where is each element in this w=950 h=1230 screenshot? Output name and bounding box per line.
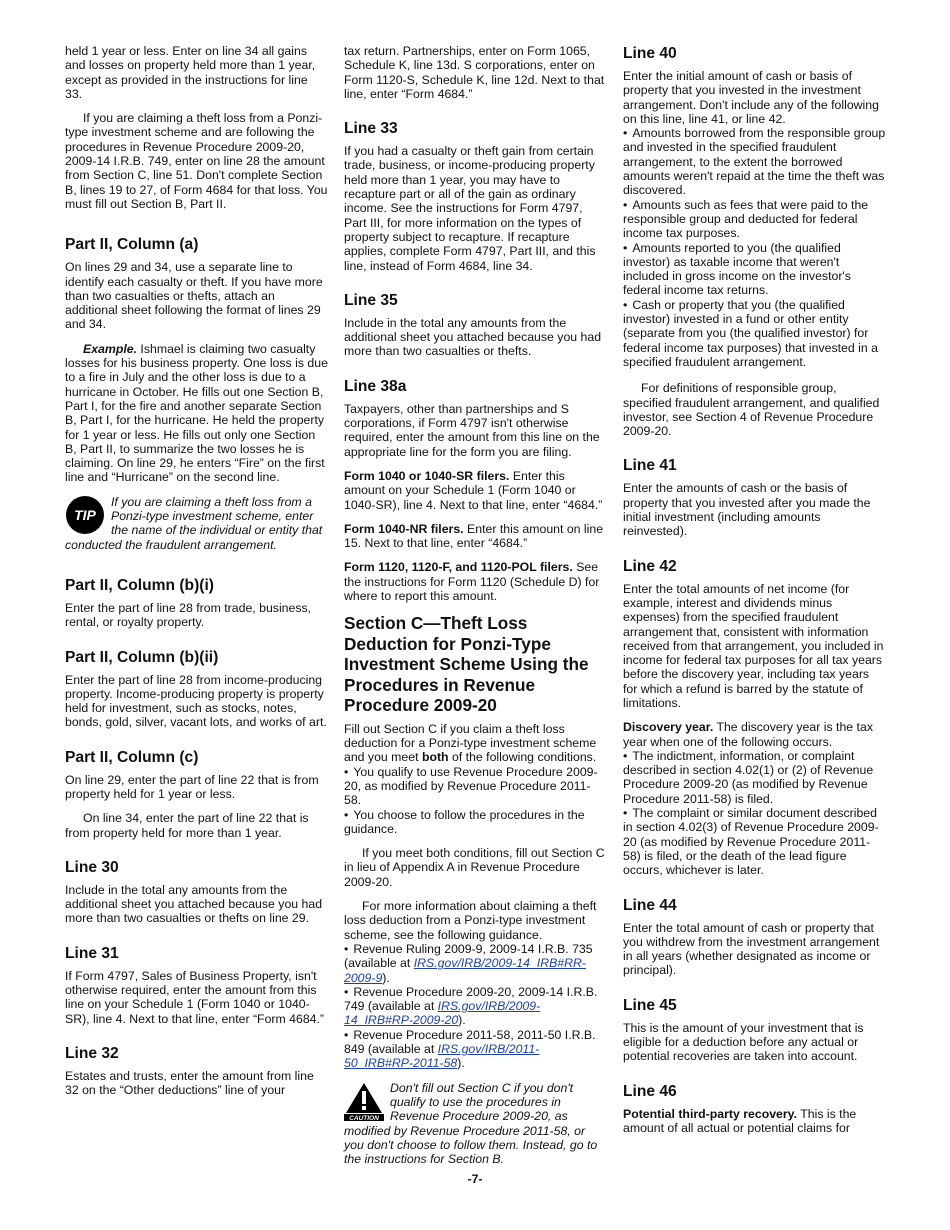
paragraph-intro: held 1 year or less. Enter on line 34 all gains and losses on property held more than 1 year, except as provided in the instructions for line 33. [65,44,316,101]
label-1120: Form 1120, 1120-F, and 1120-POL filers. [344,560,573,575]
column-right [623,44,886,1145]
paragraph-line-38a: Taxpayers, other than partnerships and S corporations, if Form 4797 isn't otherwise required, enter the amount from this line on the appropriate line for the form you are filing. [344,401,600,459]
paragraph-line-33: If you had a casualty or theft gain from certain trade, business, or income-producing property held more than 1 year, you may have to recapture part or all of the gain as ordinary income. See the instructions for Form 4797, Part III, for more information on the types of property subject to recapture. If recapture applies, complete Form 4797, Part III, and this line, instead of Form 4684, line 34. [344,144,596,273]
paragraph-column-a: On lines 29 and 34, use a separate line to identify each casualty or theft. If you have more than two casualties or thefts, attach an additional sheet following the format of lines 29 and 34. [65,260,323,332]
label-1040: Form 1040 or 1040-SR filers. [344,468,510,483]
paragraph-line-35: Include in the total any amounts from the additional sheet you attached because you had more than two casualties or thefts. [344,315,602,359]
bullet-indictment: • The indictment, information, or complaint described in section 4.02(1) or (2) of Revenue Procedure 2009-20 (as modified by Revenue Procedure 2011-58) is filed. [623,749,886,806]
heading-line-35: Line 35 [344,291,398,309]
paragraph-column-b-ii: Enter the part of line 28 from income-producing property. Income-producing property is property held for investment, such as stocks, notes, bonds, gold, silver, vacant lots, and works of art. [65,672,327,730]
paragraph-theft: If you are claiming a theft loss from a Ponzi-type investment scheme and are following the procedures in Revenue Procedure 2009-20, 2009-14 I.R.B. 749, enter on line 28 the amount from Section C, line 51. Don't complete Section B, lines 19 to 27, of Form 4684 for that loss. You must fill out Section B, Part II. [65,111,328,211]
paragraph-1040nr: Form 1040-NR filers. Enter this amount on line 15. Next to that line, enter “4684.” [344,521,604,551]
bullet-borrowed: • Amounts borrowed from the responsible group and invested in the specified fraudulent arrangement, to the extent the borrowed amounts weren't repaid at the time the theft was discovered. [623,126,886,197]
example-label: Example. [83,341,137,356]
heading-line-33: Line 33 [344,120,398,138]
paragraph-line-32: Estates and trusts, enter the amount from line 32 on the “Other deductions” line of your [65,1068,314,1098]
paragraph-line-44: Enter the total amount of cash or property that you withdrew from the investment arrangement in all years (whether designated as income or principal). [623,920,880,978]
heading-column-b-i: Part II, Column (b)(i) [65,576,214,594]
paragraph-line-42: Enter the total amounts of net income (for example, interest and dividends minus expenses) from the specified fraudulent arrangement that, consistent with information received from that arrangement, you included in income for federal tax purposes for all tax years before the discovery year, including tax years for which a refund is barred by the statute of limitations. [623,581,884,710]
link-rp-2011-58[interactable]: IRS.gov/IRB/2011-50_IRB#RP-2011-58 [344,1042,540,1071]
column-left [65,44,328,1108]
tip-text: If you are claiming a theft loss from a Ponzi-type investment scheme, enter the name of the individual or entity that conducted the fraudulent arrangement. [65,494,323,552]
reference-rev-proc-2011-58: • Revenue Procedure 2011-58, 2011-50 I.R.B. 849 (available at IRS.gov/IRB/2011-50_IRB#RP-2011-58). [344,1028,607,1071]
label-discovery-year: Discovery year. [623,720,714,735]
paragraph-column-c-1: On line 29, enter the part of line 22 that is from property held for 1 year or less. [65,772,319,801]
caution-icon-label: CAUTION [349,1114,379,1121]
bullet-qualify: • You qualify to use Revenue Procedure 2009-20, as modified by Revenue Procedure 2011-58. [344,765,607,808]
column-middle [344,44,607,1176]
bullet-fees: • Amounts such as fees that were paid to the responsible group and deducted for federal income tax purposes. [623,198,886,241]
paragraph-section-c-intro: Fill out Section C if you claim a theft loss deduction for a Ponzi-type investment scheme and you meet both of the following conditions. [344,721,597,765]
heading-column-c: Part II, Column (c) [65,748,199,766]
paragraph-line-46: Potential third-party recovery. This is the amount of all actual or potential claims for [623,1106,857,1135]
caution-note [344,1081,607,1167]
heading-line-42: Line 42 [623,557,677,575]
paragraph-line-30: Include in the total any amounts from the additional sheet you attached because you had more than two casualties or thefts on line 29. [65,882,323,926]
bullet-choose: • You choose to follow the procedures in the guidance. [344,808,607,837]
caution-icon [344,1081,384,1121]
heading-line-30: Line 30 [65,858,119,876]
paragraph-line-45: This is the amount of your investment that is eligible for a deduction before any actual or potential recoveries are taken into account. [623,1020,864,1064]
heading-line-41: Line 41 [623,457,677,475]
link-rr-2009-9[interactable]: IRS.gov/IRB/2009-14_IRB#RR-2009-9 [344,956,586,985]
bullet-fund: • Cash or property that you (the qualified investor) invested in a fund or other entity (separate from you (the qualified investor) for federal income tax purposes) that invested in a specified fraudulent arrangement. [623,298,886,369]
heading-section-c: Section C—Theft Loss Deduction for Ponzi-Type Investment Scheme Using the Procedures in Revenue Procedure 2009-20 [344,613,589,716]
heading-column-b-ii: Part II, Column (b)(ii) [65,648,219,666]
paragraph-conditions: If you meet both conditions, fill out Section C in lieu of Appendix A in Revenue Procedure 2009-20. [344,846,605,889]
heading-column-a: Part II, Column (a) [65,236,199,254]
label-1040nr: Form 1040-NR filers. [344,521,464,536]
reference-rev-proc-2009-20: • Revenue Procedure 2009-20, 2009-14 I.R.B. 749 (available at IRS.gov/IRB/2009-14_IRB#RP-2009-20). [344,985,607,1028]
paragraph-1120: Form 1120, 1120-F, and 1120-POL filers. See the instructions for Form 1120 (Schedule D) for where to report this amount. [344,560,600,604]
heading-line-46: Line 46 [623,1082,677,1100]
tip-note [65,495,328,552]
bullet-complaint: • The complaint or similar document described in section 4.02(3) of Revenue Procedure 2009-20 (as modified by Revenue Procedure 2011-58) is filed, or the death of the lead figure occurs, whichever is later. [623,806,886,877]
page-number: -7- [467,1172,483,1186]
paragraph-line-41: Enter the amounts of cash or the basis of property that you invested after you made the initial investment (including amounts reinvested). [623,481,871,539]
reference-rev-ruling: • Revenue Ruling 2009-9, 2009-14 I.R.B. 735 (available at IRS.gov/IRB/2009-14_IRB#RR-2009-9). [344,942,607,985]
heading-line-32: Line 32 [65,1044,119,1062]
paragraph-1040: Form 1040 or 1040-SR filers. Enter this amount on your Schedule 1 (Form 1040 or 1040-SR), line 4. Next to that line, enter “4684.” [344,468,603,512]
paragraph-continued: tax return. Partnerships, enter on Form 1065, Schedule K, line 13d. S corporations, enter on Form 1120-S, Schedule K, line 12d. Next to that line, enter “Form 4684.” [344,44,605,101]
heading-line-38a: Line 38a [344,377,407,395]
link-rp-2009-20[interactable]: IRS.gov/IRB/2009-14_IRB#RP-2009-20 [344,999,541,1028]
paragraph-column-c-2: On line 34, enter the part of line 22 that is from property held for more than 1 year. [65,811,309,840]
paragraph-discovery-year: Discovery year. The discovery year is the tax year when one of the following occurs. [623,720,873,749]
tip-icon-label: TIP [74,506,96,523]
paragraph-guidance: For more information about claiming a theft loss deduction from a Ponzi-type investment scheme, see the following guidance. [344,899,597,942]
tip-icon [65,495,105,535]
label-third-party: Potential third-party recovery. [623,1106,798,1121]
heading-line-45: Line 45 [623,996,677,1014]
caution-text: Don't fill out Section C if you don't qualify to use the procedures in Revenue Procedure 2009-20, as modified by Revenue Procedure 2011-58, or you don't choose to follow them. Instead, go to the instructions for Section B. [344,1080,598,1167]
paragraph-definitions: For definitions of responsible group, specified fraudulent arrangement, and qualified investor, see Section 4 of Revenue Procedure 2009-20. [623,381,880,439]
paragraph-example: Example. Ishmael is claiming two casualty losses for his business property. One loss is due to a fire in July and the other loss is due to a hurricane in October. He fills out one Section B, Part I, for the fire and another separate Section B, Part I, for the hurricane. He held the property for 1 year or less. He fills out only one Section B, Part II, to summarize the two losses he is claiming. On line 29, he enters “Fire” on the first line and “Hurricane” on the second line. [65,341,328,485]
heading-line-44: Line 44 [623,896,677,914]
heading-line-31: Line 31 [65,944,119,962]
bullet-reported: • Amounts reported to you (the qualified investor) as taxable income that weren't included in gross income on the investor's federal income tax returns. [623,241,886,298]
paragraph-column-b-i: Enter the part of line 28 from trade, business, rental, or royalty property. [65,600,312,630]
paragraph-line-31: If Form 4797, Sales of Business Property, isn't otherwise required, enter the amount from this line on your Schedule 1 (Form 1040 or 1040-SR), line 4. Next to that line, enter “Form 4684.” [65,968,325,1026]
heading-line-40: Line 40 [623,45,677,62]
paragraph-line-40: Enter the initial amount of cash or basis of property that you invested in the investment arrangement. Don't include any of the following on this line, line 41, or line 42. [623,69,879,126]
